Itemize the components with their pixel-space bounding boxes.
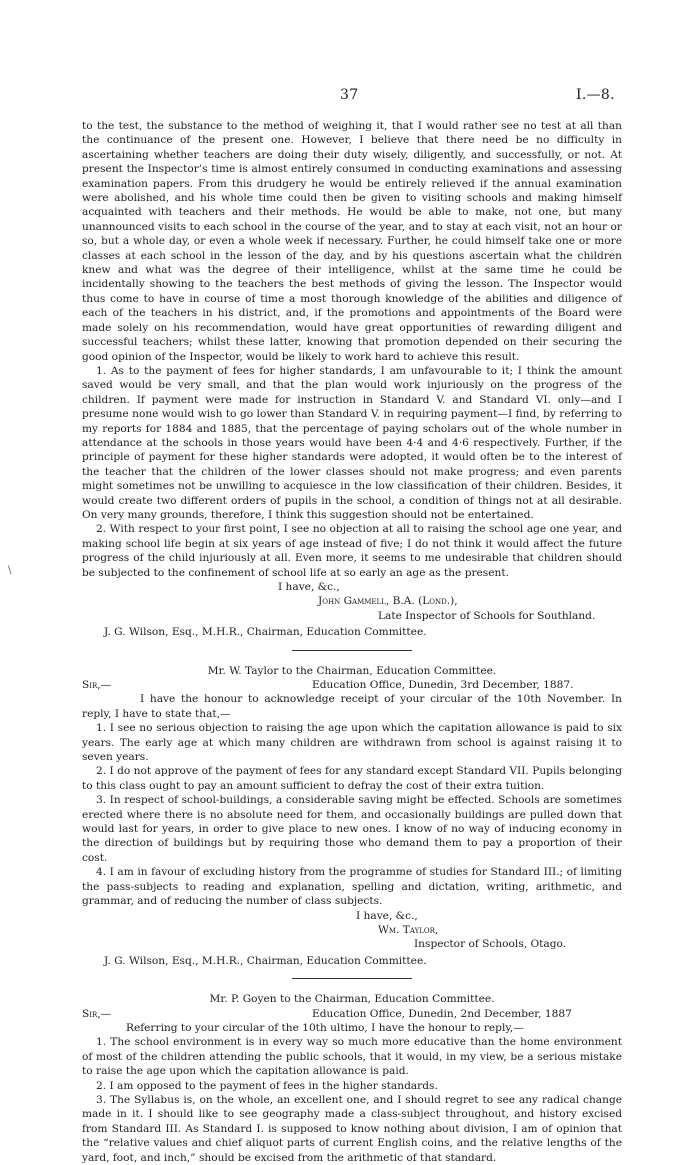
salutation: Sir,— xyxy=(82,679,112,692)
signatory: John Gammell, B.A. (Lond.), xyxy=(318,595,458,608)
document-reference: I.—8. xyxy=(576,87,615,103)
office-date: Education Office, Dunedin, 3rd December, 1887. xyxy=(312,679,574,692)
page-number: 37 xyxy=(340,87,359,103)
point: 1. The school environment is in every way so much more educative than the home environment of most of the children attending the public schools, that it would, in my view, be a serious mistake to raise the age upon which the capitation allowance is paid. xyxy=(82,1036,622,1078)
point: 1. I see no serious objection to raising the age upon which the capitation allowance is paid to six years. The early age at which many children are withdrawn from school is against raising it to seven years. xyxy=(82,722,622,764)
margin-mark: \ xyxy=(8,565,12,576)
taylor-letter xyxy=(82,664,622,969)
point: 3. In respect of school-buildings, a considerable saving might be effected. Schools are sometimes erected where there is no absolute need for them, and occasionally buildings are pulled down that would last for years, in order to give place to new ones. I know of no way of inducing economy in the direction of buildings but by requiring those who demand them to pay a proportion of their cost. xyxy=(82,794,622,864)
gammell-letter xyxy=(82,119,622,640)
addressee: J. G. Wilson, Esq., M.H.R., Chairman, Education Committee. xyxy=(104,626,427,639)
paragraph: to the test, the substance to the method of weighing it, that I would rather see no test at all than the continuance of the present one. However, I believe that there need be no difficulty in ascertaining whether teachers are doing their duty wisely, diligently, and successfully, or not. At present the Inspector’s time is almost entirely consumed in conducting examinations and assessing examination papers. From this drudgery he would be entirely relieved if the annual examination were abolished, and his whole time could then be given to visiting schools and making himself acquainted with teachers and their methods. He would be able to make, not one, but many unannounced visits to each school in the course of the year, and to stay at each visit, not an hour or so, but a whole day, or even a whole week if necessary. Further, he could himself take one or more classes at each school in the lesson of the day, and by his questions ascertain what the children knew and what was the degree of their intelligence, whilst at the same time he could be incidentally showing to the teachers the best methods of giving the lesson. The Inspector would thus come to have in course of time a most thorough knowledge of the abilities and diligence of each of the teachers in his district, and, if the promotions and appointments of the Board were made solely on his recommendation, would have great opportunities of rewarding diligent and successful teachers; whilst these latter, knowing that promotion depended on their securing the good opinion of the Inspector, would be likely to work hard to achieve this result. xyxy=(82,120,622,363)
page-body xyxy=(82,119,622,1165)
opening: I have the honour to acknowledge receipt of your circular of the 10th November. In reply, I have to state that,— xyxy=(82,693,622,720)
section-divider xyxy=(292,978,412,979)
point: 2. I am opposed to the payment of fees in the higher standards. xyxy=(96,1079,438,1092)
goyen-letter xyxy=(82,992,622,1165)
opening: Referring to your circular of the 10th ultimo, I have the honour to reply,— xyxy=(126,1021,524,1034)
letter-heading: Mr. W. Taylor to the Chairman, Education Committee. xyxy=(207,664,497,677)
section-divider xyxy=(292,650,412,651)
paragraph: 1. As to the payment of fees for higher standards, I am unfavourable to it; I think the amount saved would be very small, and that the plan would work injuriously on the progress of the children. If payment were made for instruction in Standard V. and Standard VI. only—and I presume none would wish to go lower than Standard V. in requiring payment—I find, by referring to my reports for 1884 and 1885, that the percentage of paying scholars out of the whole number in attendance at the schools in those years would have been 4·4 and 4·6 respectively. Further, if the principle of payment for these higher standards were adopted, it would often be to the interest of the teacher that the children of the lower classes should not make progress; and even parents might sometimes not be unwilling to acquiesce in the low classification of their children. Besides, it would create two different orders of pupils in the school, a condition of things not at all desirable. On very many grounds, therefore, I think this suggestion should not be entertained. xyxy=(82,364,622,521)
signatory: Wm. Taylor, xyxy=(378,923,439,936)
paragraph: 2. With respect to your first point, I see no objection at all to raising the school age one year, and making school life begin at six years of age instead of five; I do not think it would affect the future progress of the child injuriously at all. Even more, it seems to me undesirable that children should be subjected to the confinement of school life at so early an age as the present. xyxy=(82,523,622,579)
office-date: Education Office, Dunedin, 2nd December, 1887 xyxy=(312,1007,572,1020)
salutation: Sir,— xyxy=(82,1007,112,1020)
letter-heading: Mr. P. Goyen to the Chairman, Education Committee. xyxy=(209,993,495,1006)
closing: I have, &c., xyxy=(278,581,340,593)
salutation-row xyxy=(82,678,622,692)
signatory-title: Late Inspector of Schools for Southland. xyxy=(378,609,596,622)
addressee: J. G. Wilson, Esq., M.H.R., Chairman, Education Committee. xyxy=(104,954,427,967)
salutation-row xyxy=(82,1007,622,1021)
point: 2. I do not approve of the payment of fees for any standard except Standard VII. Pupils belonging to this class ought to pay an amount sufficient to defray the cost of their extra tuition. xyxy=(82,765,622,792)
point: 4. I am in favour of excluding history from the programme of studies for Standard III.; of limiting the pass-subjects to reading and explanation, spelling and dictation, writing, arithmetic, and grammar, and of reducing the number of class subjects. xyxy=(82,866,622,908)
point: 3. The Syllabus is, on the whole, an excellent one, and I should regret to see any radical change made in it. I should like to see geography made a class-subject throughout, and history excised from Standard III. As Standard I. is supposed to know nothing about division, I am of opinion that the “relative values and chief aliquot parts of current English coins, and the relative lengths of the yard, foot, and inch,” should be excised from the arithmetic of that standard. xyxy=(82,1093,622,1164)
closing: I have, &c., xyxy=(356,909,418,922)
signatory-title: Inspector of Schools, Otago. xyxy=(414,938,567,951)
